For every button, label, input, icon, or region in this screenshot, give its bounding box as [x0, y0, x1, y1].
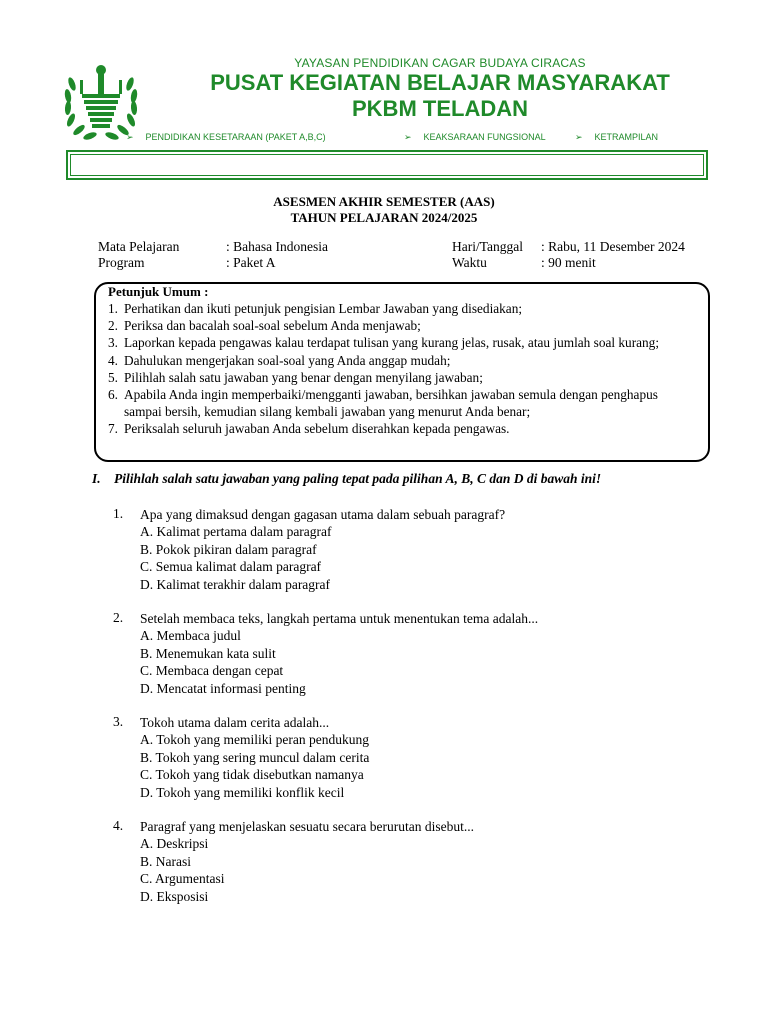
- question-text: Apa yang dimaksud dengan gagasan utama dalam sebuah paragraf?: [140, 507, 506, 522]
- option-d[interactable]: D. Eksposisi: [140, 888, 209, 904]
- instruction-item: 6. Apabila Anda ingin memperbaiki/mengganti jawaban, bersihkan jawaban semula dengan penghapus sampai bersih, kemudian silang kembali jawaban yang menurut Anda benar;: [108, 387, 658, 420]
- arrow-bullet-icon: ➢: [404, 132, 412, 142]
- section-heading: I. Pilihlah salah satu jawaban yang paling tepat pada pilihan A, B, C dan D di bawah ini!: [92, 471, 602, 486]
- instruction-item: 3. Laporkan kepada pengawas kalau terdapat tulisan yang kurang jelas, rusak, atau jumlah soal kurang;: [108, 335, 660, 351]
- subject-label: Mata Pelajaran: [98, 239, 180, 254]
- instructions-title: Petunjuk Umum :: [108, 284, 209, 299]
- program-label: Program: [98, 255, 145, 270]
- exam-title: ASESMEN AKHIR SEMESTER (AAS): [273, 194, 495, 209]
- option-c[interactable]: C. Argumentasi: [140, 871, 225, 887]
- question-4: 4. Paragraf yang menjelaskan sesuatu secara berurutan disebut... A. Deskripsi B. Narasi C. Argumentasi D. Eksposisi: [113, 818, 713, 905]
- header-divider-box: [66, 150, 708, 180]
- institution-title: PUSAT KEGIATAN BELAJAR MASYARAKAT: [210, 70, 670, 95]
- option-a[interactable]: A. Membaca judul: [140, 628, 241, 644]
- program-value: : Paket A: [226, 255, 276, 270]
- question-text: Paragraf yang menjelaskan sesuatu secara berurutan disebut...: [140, 819, 474, 834]
- option-a[interactable]: A. Tokoh yang memiliki peran pendukung: [140, 732, 370, 748]
- question-1: 1. Apa yang dimaksud dengan gagasan utama dalam sebuah paragraf? A. Kalimat pertama dalam paragraf B. Pokok pikiran dalam paragraf C. Semua kalimat dalam paragraf D. Kalimat terakhir dalam paragraf: [113, 506, 713, 593]
- option-d[interactable]: D. Mencatat informasi penting: [140, 680, 306, 696]
- subject-value: : Bahasa Indonesia: [226, 239, 328, 254]
- institution-subtitle: PKBM TELADAN: [352, 96, 528, 121]
- instructions-list: [104, 300, 684, 438]
- option-d[interactable]: D. Tokoh yang memiliki konflik kecil: [140, 784, 345, 800]
- arrow-bullet-icon: ➢: [575, 132, 583, 142]
- option-c[interactable]: C. Membaca dengan cepat: [140, 663, 284, 679]
- option-c[interactable]: C. Tokoh yang tidak disebutkan namanya: [140, 767, 364, 783]
- instruction-item: 5. Pilihlah salah satu jawaban yang benar dengan menyilang jawaban;: [108, 369, 483, 385]
- option-a[interactable]: A. Kalimat pertama dalam paragraf: [140, 524, 332, 540]
- option-b[interactable]: B. Menemukan kata sulit: [140, 645, 276, 661]
- instruction-item: 2. Periksa dan bacalah soal-soal sebelum Anda menjawab;: [108, 318, 421, 334]
- option-b[interactable]: B. Pokok pikiran dalam paragraf: [140, 541, 317, 557]
- question-text: Setelah membaca teks, langkah pertama untuk menentukan tema adalah...: [140, 611, 539, 626]
- instruction-item: 7. Periksalah seluruh jawaban Anda sebelum diserahkan kepada pengawas.: [108, 421, 510, 437]
- instruction-item: 1. Perhatikan dan ikuti petunjuk pengisian Lembar Jawaban yang disediakan;: [108, 301, 523, 316]
- question-text: Tokoh utama dalam cerita adalah...: [140, 715, 330, 730]
- question-3: 3. Tokoh utama dalam cerita adalah... A. Tokoh yang memiliki peran pendukung B. Tokoh yang sering muncul dalam cerita C. Tokoh yang tidak disebutkan namanya D. Tokoh yang memiliki konflik kecil: [113, 714, 713, 801]
- option-d[interactable]: D. Kalimat terakhir dalam paragraf: [140, 576, 331, 592]
- option-c[interactable]: C. Semua kalimat dalam paragraf: [140, 559, 322, 575]
- date-label: Hari/Tanggal: [452, 239, 524, 254]
- date-value: : Rabu, 11 Desember 2024: [541, 239, 685, 254]
- time-value: : 90 menit: [541, 255, 596, 270]
- option-a[interactable]: A. Deskripsi: [140, 836, 209, 852]
- exam-year: TAHUN PELAJARAN 2024/2025: [290, 210, 478, 225]
- question-2: 2. Setelah membaca teks, langkah pertama untuk menentukan tema adalah... A. Membaca judul B. Menemukan kata sulit C. Membaca dengan cepat D. Mencatat informasi penting: [113, 610, 713, 697]
- program-item-kesetaraan: ➢ PENDIDIKAN KESETARAAN (PAKET A,B,C): [126, 132, 326, 142]
- foundation-name: YAYASAN PENDIDIKAN CAGAR BUDAYA CIRACAS: [294, 56, 586, 70]
- time-label: Waktu: [452, 255, 487, 270]
- option-b[interactable]: B. Tokoh yang sering muncul dalam cerita: [140, 749, 370, 765]
- instruction-item: 4. Dahulukan mengerjakan soal-soal yang Anda anggap mudah;: [108, 352, 451, 368]
- program-item-keaksaraan: ➢ KEAKSARAAN FUNGSIONAL: [404, 132, 546, 142]
- option-b[interactable]: B. Narasi: [140, 853, 191, 869]
- program-item-ketrampilan: ➢ KETRAMPILAN: [575, 132, 659, 142]
- arrow-bullet-icon: ➢: [126, 132, 134, 142]
